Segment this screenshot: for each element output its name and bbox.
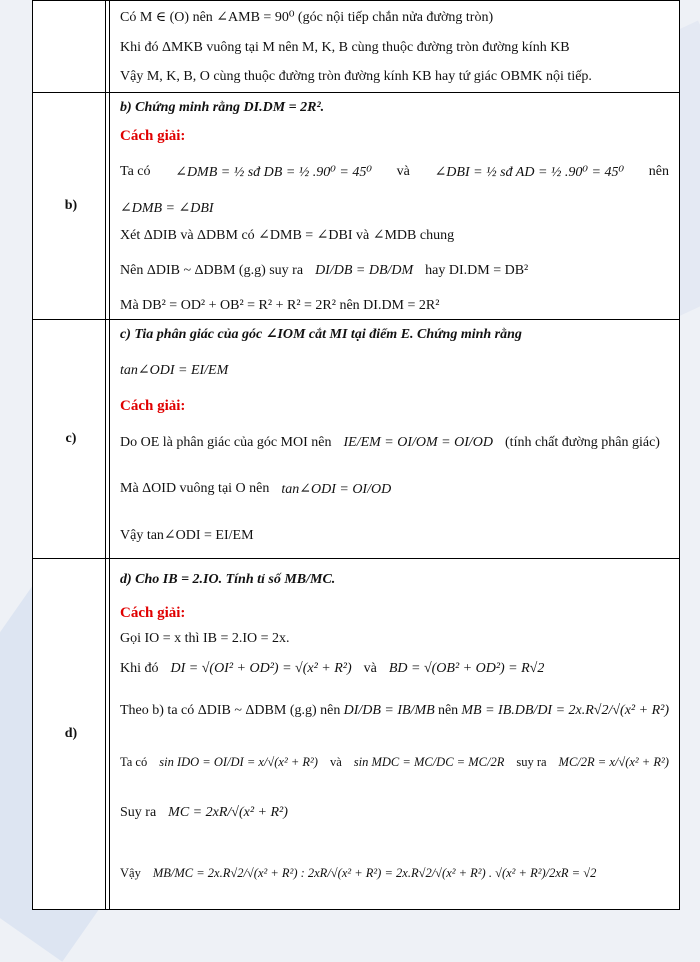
formula: MB/MC = 2x.R√2/√(x² + R²) : 2xR/√(x² + R²) = 2x.R√2/√(x² + R²) . √(x² + R²)/2xR = √2 [152, 865, 597, 880]
line [120, 2, 669, 34]
text-line: Khi đó ΔMKB vuông tại M nên M, K, B cùng thuộc đường tròn đường kính KB [120, 39, 570, 55]
question-b: b) Chứng minh rằng DI.DM = 2R². [120, 100, 325, 115]
formula: ∠DMB = ∠DBI [120, 200, 214, 216]
line: Do OE là phân giác của góc MOI nên IE/EM = OI/OM = OI/OD (tính chất đường phân giác) [120, 435, 660, 450]
method-heading: Cách giải: [120, 127, 186, 144]
line: Theo b) ta có ΔDIB ~ ΔDBM (g.g) nên DI/DB = IB/MB nên MB = IB.DB/DI = 2x.R√2/√(x² + R²) [120, 703, 669, 718]
text-line: Xét ΔDIB và ΔDBM có ∠DMB = ∠DBI và ∠MDB chung [120, 227, 455, 243]
method-heading: Cách giải: [120, 604, 186, 621]
question-c: c) Tia phân giác của góc ∠IOM cắt MI tại điểm E. Chứng minh rằng [120, 326, 522, 342]
formula: DI/DB = DB/DM [315, 263, 414, 278]
solution-table [32, 0, 680, 910]
line [120, 62, 669, 92]
line [120, 34, 669, 62]
formula: MB = IB.DB/DI = 2x.R√2/√(x² + R²) [461, 703, 669, 718]
formula: tan∠ODI = EI/EM [120, 362, 229, 378]
formula: ∠DMB = ½ sđ DB = ½ .90⁰ = 45⁰ [175, 164, 372, 180]
formula: sin MDC = MC/DC = MC/2R [353, 754, 505, 769]
row-c-body [110, 320, 680, 559]
formula: BD = √(OB² + OD²) = R√2 [388, 661, 545, 676]
row-d [33, 559, 680, 910]
formula: tan∠ODI = OI/OD [281, 481, 392, 497]
row-label-d: d) [33, 559, 110, 910]
row-label-c: c) [33, 320, 110, 559]
text-line: Vậy tan∠ODI = EI/EM [120, 527, 254, 543]
row-d-body [110, 559, 680, 910]
row-label-b: b) [33, 93, 110, 320]
line: Mà ΔOID vuông tại O nên tan∠ODI = OI/OD [120, 481, 392, 497]
formula: MC/2R = x/√(x² + R²) [558, 754, 669, 769]
text-line: Có M ∈ (O) nên ∠AMB = 90⁰ (góc nội tiếp chắn nửa đường tròn) [120, 10, 494, 25]
formula: ∠DBI = ½ sđ AD = ½ .90⁰ = 45⁰ [434, 164, 625, 180]
method-heading: Cách giải: [120, 397, 186, 414]
line: Khi đó DI = √(OI² + OD²) = √(x² + R²) và BD = √(OB² + OD²) = R√2 [120, 661, 545, 676]
line: Ta có sin IDO = OI/DI = x/√(x² + R²) và sin MDC = MC/DC = MC/2R suy ra MC/2R = x/√(x² + R²) [120, 754, 669, 769]
line: Vậy MB/MC = 2x.R√2/√(x² + R²) : 2xR/√(x² + R²) = 2x.R√2/√(x² + R²) . √(x² + R²)/2xR = √2 [120, 865, 597, 880]
line: Ta có ∠DMB = ½ sđ DB = ½ .90⁰ = 45⁰ và ∠DBI = ½ sđ AD = ½ .90⁰ = 45⁰ nên [120, 164, 669, 180]
formula: DI/DB = IB/MB [343, 703, 435, 718]
line: Suy ra MC = 2xR/√(x² + R²) [120, 805, 288, 820]
formula: DI = √(OI² + OD²) = √(x² + R²) [170, 661, 352, 676]
question-d: d) Cho IB = 2.IO. Tính tỉ số MB/MC. [120, 572, 336, 587]
formula: sin IDO = OI/DI = x/√(x² + R²) [159, 754, 318, 769]
formula: IE/EM = OI/OM = OI/OD [343, 435, 494, 450]
row-a-body [110, 1, 680, 93]
row-b [33, 93, 680, 320]
formula: MC = 2xR/√(x² + R²) [168, 805, 288, 820]
row-label-empty [33, 1, 110, 93]
row-a-continued [33, 1, 680, 93]
row-b-body [110, 93, 680, 320]
text-line: Gọi IO = x thì IB = 2.IO = 2x. [120, 631, 290, 646]
text-line: Mà DB² = OD² + OB² = R² + R² = 2R² nên DI.DM = 2R² [120, 298, 440, 313]
text-line: Vậy M, K, B, O cùng thuộc đường tròn đường kính KB hay tứ giác OBMK nội tiếp. [120, 68, 592, 84]
line: Nên ΔDIB ~ ΔDBM (g.g) suy ra DI/DB = DB/DM hay DI.DM = DB² [120, 263, 529, 278]
row-c [33, 320, 680, 559]
